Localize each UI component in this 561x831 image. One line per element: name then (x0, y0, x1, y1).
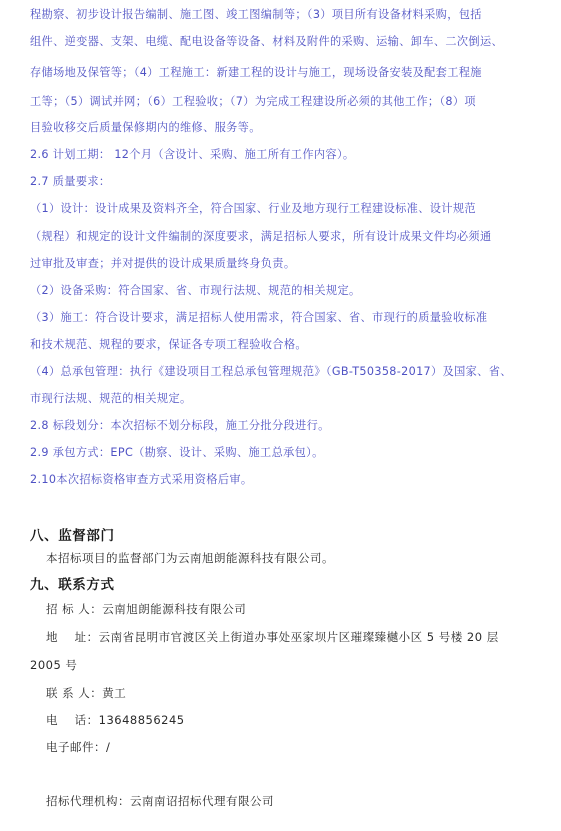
quality-design-line-2: （规程）和规定的设计文件编制的深度要求，满足招标人要求，所有设计成果文件均必须通 (30, 230, 492, 243)
tenderer-line: 招 标 人：云南旭朗能源科技有限公司 (46, 602, 247, 616)
quality-build-line-2: 和技术规范、规程的要求，保证各专项工程验收合格。 (30, 338, 307, 351)
contact-person-line: 联 系 人：黄工 (46, 686, 127, 700)
section-8-title: 八、监督部门 (30, 528, 115, 544)
email-line: 电子邮件：/ (46, 740, 111, 754)
quality-build-line-1: （3）施工：符合设计要求，满足招标人使用需求，符合国家、省、市现行的质量验收标准 (30, 311, 488, 324)
qualification-line: 2.10本次招标资格审查方式采用资格后审。 (30, 473, 253, 486)
scope-line-1: 程勘察、初步设计报告编制、施工图、竣工图编制等；（3）项目所有设备材料采购，包括 (30, 8, 482, 21)
section-8-body: 本招标项目的监督部门为云南旭朗能源科技有限公司。 (46, 551, 334, 565)
contract-line: 2.9 承包方式：EPC（勘察、设计、采购、施工总承包）。 (30, 446, 324, 459)
scope-line-5: 目验收移交后质量保修期内的维修、服务等。 (30, 121, 261, 134)
quality-epc-line-1: （4）总承包管理：执行《建设项目工程总承包管理规范》（GB-T50358-2017）及国家、省、 (30, 365, 512, 378)
address-line-2: 2005 号 (30, 658, 78, 672)
address-line-1: 地 址：云南省昆明市官渡区关上街道办事处巫家坝片区璀璨臻樾小区 5 号楼 20 层 (46, 630, 499, 644)
phone-line: 电 话：13648856245 (46, 713, 185, 727)
agency-line: 招标代理机构：云南南诏招标代理有限公司 (46, 794, 274, 808)
scope-line-4: 工等；（5）调试并网；（6）工程验收；（7）为完成工程建设所必须的其他工作；（8）项 (30, 95, 476, 108)
section-9-title: 九、联系方式 (30, 577, 115, 593)
period-line: 2.6 计划工期： 12个月（含设计、采购、施工所有工作内容）。 (30, 148, 355, 161)
quality-title: 2.7 质量要求： (30, 175, 111, 188)
quality-procure-line: （2）设备采购：符合国家、省、市现行法规、规范的相关规定。 (30, 284, 361, 297)
quality-design-line-1: （1）设计：设计成果及资料齐全，符合国家、行业及地方现行工程建设标准、设计规范 (30, 202, 476, 215)
lots-line: 2.8 标段划分：本次招标不划分标段，施工分批分段进行。 (30, 419, 330, 432)
scope-line-2: 组件、逆变器、支架、电缆、配电设备等设备、材料及附件的采购、运输、卸车、二次倒运、 (30, 35, 504, 48)
quality-epc-line-2: 市现行法规、规范的相关规定。 (30, 392, 192, 405)
scope-line-3: 存储场地及保管等；（4）工程施工：新建工程的设计与施工，现场设备安装及配套工程施 (30, 66, 482, 79)
quality-design-line-3: 过审批及审查；并对提供的设计成果质量终身负责。 (30, 257, 296, 270)
